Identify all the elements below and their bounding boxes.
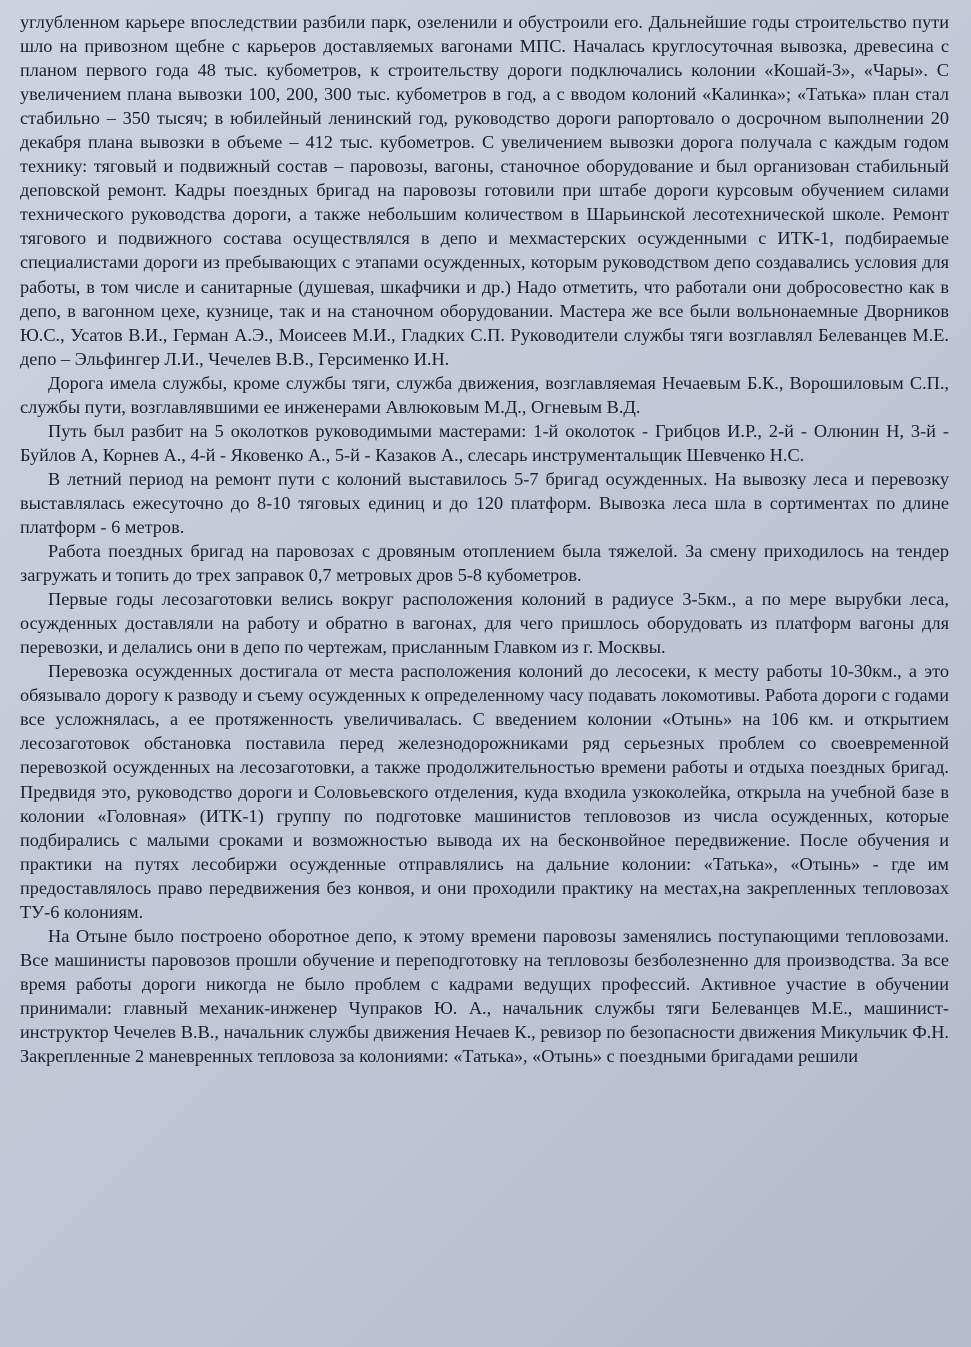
paragraph-3: Путь был разбит на 5 околотков руководимыми мастерами: 1-й околоток - Грибцов И.Р., 2-й - Олюнин Н, 3-й - Буйлов А, Корнев А., 4-й - Яковенко А., 5-й - Казаков А., слесарь инструментальщик Шевченко Н.С. (20, 420, 949, 465)
paragraph-5: Работа поездных бригад на паровозах с дровяным отоплением была тяжелой. За смену приходилось на тендер загружать и топить до трех заправок 0,7 метровых дров 5-8 кубометров. (20, 541, 949, 586)
paragraph-2: Дорога имела службы, кроме службы тяги, служба движения, возглавляемая Нечаевым Б.К., Ворошиловым С.П., службы пути, возглавлявшими ее инженерами Авлюковым М.Д., Огневым В.Д. (20, 372, 949, 417)
paragraph-1: углубленном карьере впоследствии разбили парк, озеленили и обустроили его. Дальнейшие годы строительство пути шло на привозном щебне с карьеров доставляемых вагонами МПС. Началась круглосуточная вывозка, древесина с планом первого года 48 тыс. кубометров, к строительству дороги подключались колонии «Кошай-3», «Чары». С увеличением плана вывозки 100, 200, 300 тыс. кубометров в год, а с вводом колоний «Калинка»; «Татька» план стал стабильно – 350 тысяч; в юбилейный ленинский год, руководство дороги рапортовало о досрочном выполнении 20 декабря плана вывозки в объеме – 412 тыс. кубометров. С увеличением вывозки дорога получала с каждым годом технику: тяговый и подвижный состав – паровозы, вагоны, станочное оборудование и был организован стабильный деповской ремонт. Кадры поездных бригад на паровозы готовили при штабе дороги курсовым обучением силами технического руководства дороги, а также небольшим количеством в Шарьинской лесотехнической школе. Ремонт тягового и подвижного состава осуществлялся в депо и мехмастерских осужденными с ИТК-1, подбираемые специалистами дороги из пребывающих с этапами осужденных, которым руководством депо создавались условия для работы, в том числе и санитарные (душевая, шкафчики и др.) Надо отметить, что работали они добросовестно как в депо, в вагонном цехе, кузнице, так и на станочном оборудовании. Мастера же все были вольнонаемные Дворников Ю.С., Усатов В.И., Герман А.Э., Моисеев М.И., Гладких С.П. Руководители службы тяги возглавлял Белеванцев М.Е. депо – Эльфингер Л.И., Чечелев В.В., Герсименко И.Н. (20, 12, 949, 369)
paragraph-8: На Отыне было построено оборотное депо, к этому времени паровозы заменялись поступающими тепловозами. Все машинисты паровозов прошли обучение и переподготовку на тепловозы безболезненно для производства. За все время работы дороги никогда не было проблем с кадрами ведущих профессий. Активное участие в обучении принимали: главный механик-инженер Чупраков Ю. А., начальник службы тяги Белеванцев М.Е., машинист-инструктор Чечелев В.В., начальник службы движения Нечаев К., ревизор по безопасности движения Микульчик Ф.Н. Закрепленные 2 маневренных тепловоза за колониями: «Татька», «Отынь» с поездными бригадами решили (20, 925, 949, 1067)
paragraph-4: В летний период на ремонт пути с колоний выставилось 5-7 бригад осужденных. На вывозку леса и перевозку выставлялась ежесуточно до 8-10 тяговых единиц и до 120 платформ. Вывозка леса шла в сортиментах по длине платформ - 6 метров. (20, 468, 949, 537)
paragraph-7: Перевозка осужденных достигала от места расположения колоний до лесосеки, к месту работы 10-30км., а это обязывало дорогу к разводу и съему осужденных к определенному часу подавать локомотивы. Работа дороги с годами все усложнялась, а ее протяженность увеличивалась. С введением колонии «Отынь» на 106 км. и открытием лесозаготовок обстановка поставила перед железнодорожниками ряд серьезных проблем со своевременной перевозкой осужденных на лесозаготовки, а также продолжительностью времени работы и отдыха поездных бригад. Предвидя это, руководство дороги и Соловьевского отделения, куда входила узкоколейка, открыла на учебной базе в колонии «Головная» (ИТК-1) группу по подготовке машинистов тепловозов из числа осужденных, которые подбирались с малыми сроками и возможностью вывода их на бесконвойное передвижение. После обучения и практики на путях лесобиржи осужденные отправлялись на дальние колонии: «Татька», «Отынь» - где им предоставлялось право передвижения без конвоя, и они проходили практику на местах,на закрепленных тепловозах ТУ-6 колониям. (20, 661, 949, 922)
paragraph-6: Первые годы лесозаготовки велись вокруг расположения колоний в радиусе 3-5км., а по мере вырубки леса, осужденных доставляли на работу и обратно в вагонах, для чего пришлось оборудовать из платформ вагоны для перевозки, и делались они в депо по чертежам, присланным Главком из г. Москвы. (20, 589, 949, 658)
